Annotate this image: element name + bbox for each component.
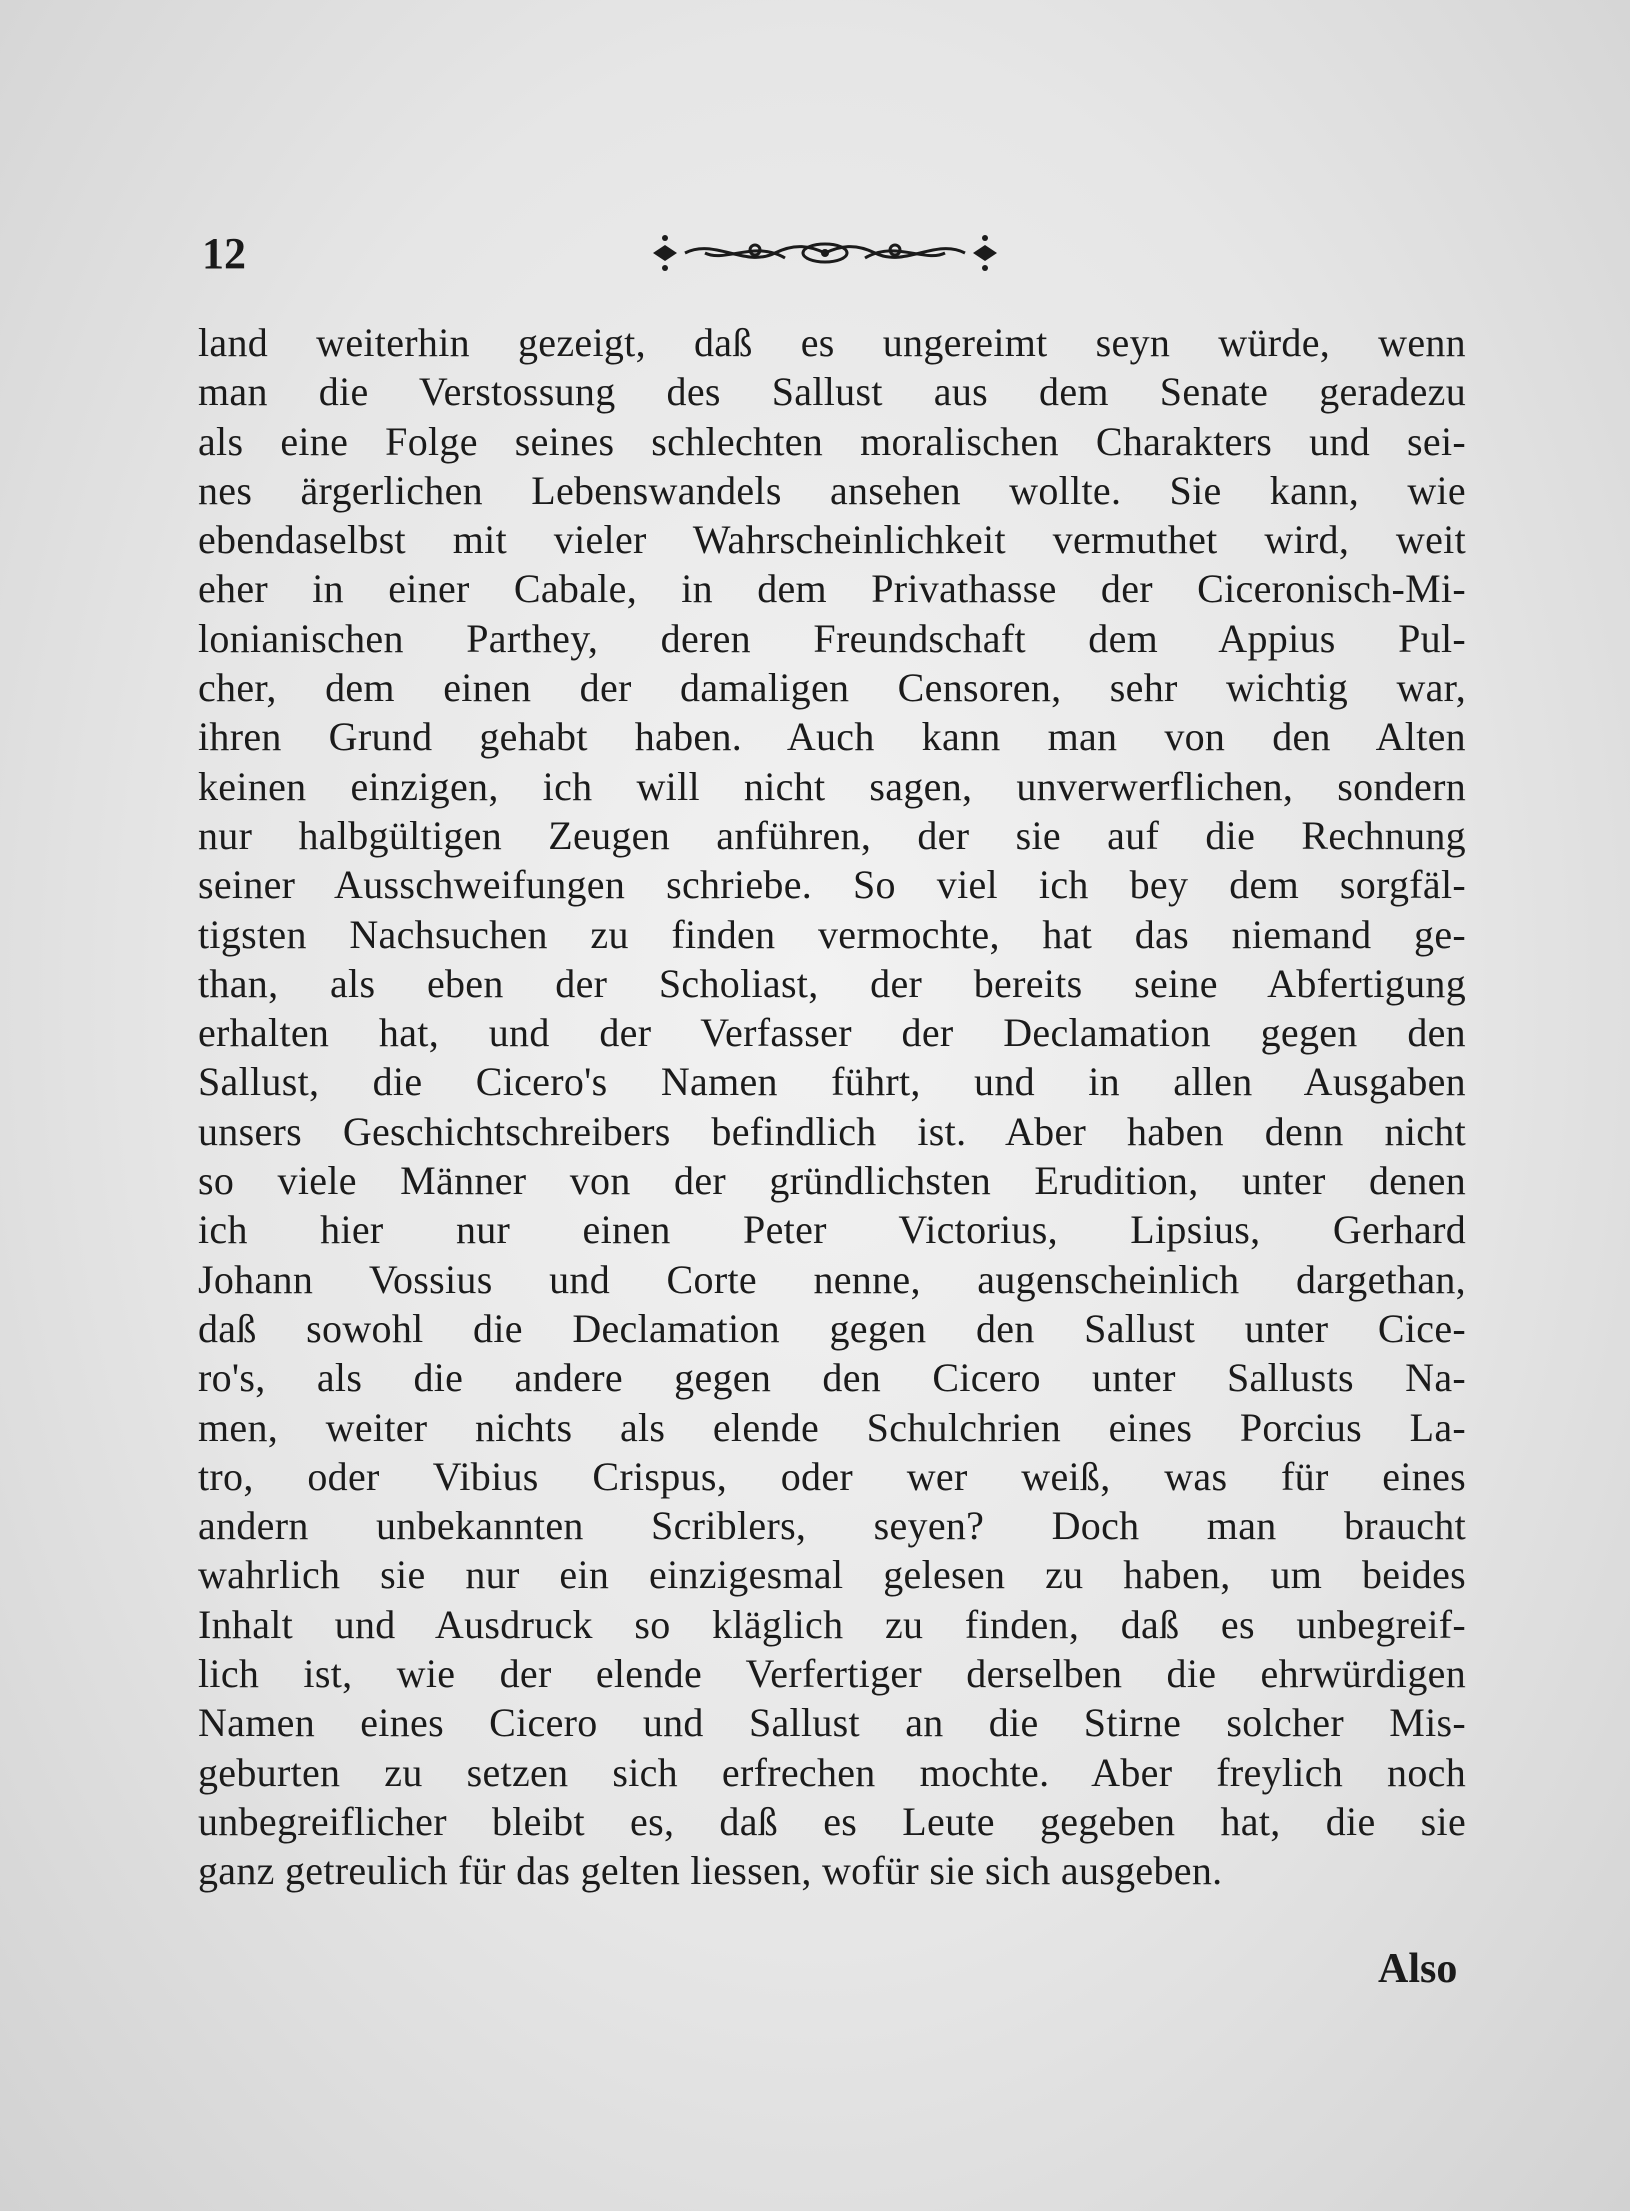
text-line: tro, oder Vibius Crispus, oder wer weiß, was für eines	[198, 1453, 1466, 1499]
text-line: Johann Vossius und Corte nenne, augenscheinlich dargethan,	[198, 1256, 1466, 1302]
text-line: wahrlich sie nur ein einzigesmal gelesen zu haben, um beides	[198, 1552, 1466, 1598]
text-line: cher, dem einen der damaligen Censoren, sehr wichtig war,	[198, 665, 1466, 711]
text-line: Sallust, die Cicero's Namen führt, und in allen Ausgaben	[198, 1059, 1466, 1105]
text-line: ro's, als die andere gegen den Cicero unter Sallusts Na-	[198, 1355, 1466, 1401]
catchword: Also	[1378, 1946, 1458, 1992]
text-line: man die Verstossung des Sallust aus dem Senate geradezu	[198, 369, 1466, 415]
body-text	[198, 318, 1466, 1896]
text-line: Inhalt und Ausdruck so kläglich zu finden, daß es unbegreif-	[198, 1601, 1466, 1647]
text-line: Namen eines Cicero und Sallust an die Stirne solcher Mis-	[198, 1700, 1466, 1746]
text-line: lonianischen Parthey, deren Freundschaft dem Appius Pul-	[198, 615, 1466, 661]
floral-ornament-icon	[645, 228, 1005, 278]
page-number: 12	[202, 229, 246, 278]
page-header	[190, 228, 1460, 288]
text-line: ganz getreulich für das gelten liessen, wofür sie sich ausgeben.	[198, 1848, 1223, 1894]
text-line: geburten zu setzen sich erfrechen mochte. Aber freylich noch	[198, 1749, 1466, 1795]
text-line: als eine Folge seines schlechten moralischen Charakters und sei-	[198, 418, 1466, 464]
text-line: seiner Ausschweifungen schriebe. So viel ich bey dem sorgfäl-	[198, 862, 1466, 908]
text-line: ich hier nur einen Peter Victorius, Lipsius, Gerhard	[198, 1207, 1466, 1253]
text-line: ebendaselbst mit vieler Wahrscheinlichkeit vermuthet wird, weit	[198, 517, 1466, 563]
text-line: than, als eben der Scholiast, der bereits seine Abfertigung	[198, 960, 1466, 1006]
text-line: nes ärgerlichen Lebenswandels ansehen wollte. Sie kann, wie	[198, 467, 1466, 513]
text-line: andern unbekannten Scriblers, seyen? Doch man braucht	[198, 1503, 1466, 1549]
text-line: nur halbgültigen Zeugen anführen, der sie auf die Rechnung	[198, 812, 1466, 858]
text-line: so viele Männer von der gründlichsten Erudition, unter denen	[198, 1158, 1466, 1204]
text-line: land weiterhin gezeigt, daß es ungereimt seyn würde, wenn	[198, 320, 1466, 365]
text-line: unsers Geschichtschreibers befindlich ist. Aber haben denn nicht	[198, 1108, 1466, 1154]
text-line: daß sowohl die Declamation gegen den Sallust unter Cice-	[198, 1305, 1466, 1351]
text-line: erhalten hat, und der Verfasser der Declamation gegen den	[198, 1010, 1466, 1056]
text-line: men, weiter nichts als elende Schulchrien eines Porcius La-	[198, 1404, 1466, 1450]
text-line: tigsten Nachsuchen zu finden vermochte, hat das niemand ge-	[198, 911, 1466, 957]
text-line: eher in einer Cabale, in dem Privathasse der Ciceronisch-Mi-	[198, 566, 1466, 612]
text-line: unbegreiflicher bleibt es, daß es Leute gegeben hat, die sie	[198, 1798, 1466, 1844]
text-line: ihren Grund gehabt haben. Auch kann man von den Alten	[198, 714, 1466, 760]
text-line: keinen einzigen, ich will nicht sagen, unverwerflichen, sondern	[198, 763, 1466, 809]
text-line: lich ist, wie der elende Verfertiger derselben die ehrwürdigen	[198, 1651, 1466, 1697]
